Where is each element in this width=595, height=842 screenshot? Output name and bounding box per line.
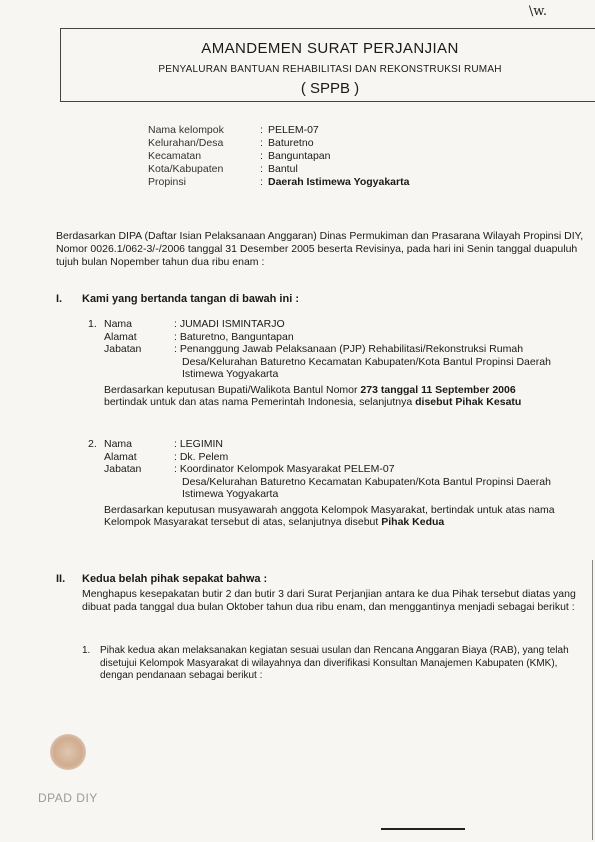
party-number: 1. — [88, 318, 97, 330]
field-label: Nama — [104, 318, 133, 330]
section-number: II. — [56, 573, 66, 585]
party-name: : JUMADI ISMINTARJO — [174, 318, 285, 330]
party-number: 2. — [88, 438, 97, 450]
section-title: Kedua belah pihak sepakat bahwa : — [82, 573, 268, 585]
info-value: Banguntapan — [268, 150, 331, 162]
party-1 — [88, 318, 595, 409]
field-label: Jabatan — [104, 343, 142, 355]
item-text: Pihak kedua akan melaksanakan kegiatan sesuai usulan dan Rencana Anggaran Biaya (RAB), yang telah disetujui Kelompok Masyarakat di wilayahnya dan diverifikasi Konsultan Manajemen Kabupaten (KMK), dengan pendanaan sebagai berikut : — [100, 645, 569, 681]
info-label: Nama kelompok — [148, 124, 224, 136]
page-number: \w. — [528, 4, 547, 19]
section-2-item-1 — [82, 645, 582, 683]
info-value: PELEM-07 — [268, 124, 319, 136]
info-value: Bantul — [268, 163, 298, 175]
field-label: Alamat — [104, 330, 137, 343]
info-value: Daerah Istimewa Yogyakarta — [268, 176, 410, 188]
party-position-continued: Desa/Kelurahan Baturetno Kecamatan Kabupaten/Kota Bantul Propinsi Daerah Istimewa Yogyakarta — [182, 475, 551, 500]
page-edge-line — [592, 560, 593, 840]
party-address: : Dk. Pelem — [174, 450, 229, 463]
item-number: 1. — [82, 645, 91, 656]
info-value: Baturetno — [268, 137, 314, 149]
intro-paragraph: Berdasarkan DIPA (Daftar Isian Pelaksanaan Anggaran) Dinas Permukiman dan Prasarana Wilayah Propinsi DIY, Nomor 0026.1/062-3/-/2006 tanggal 31 Desember 2005 beserta Revisinya, pada hari ini Senin tanggal duapuluh tujuh bulan Nopember tahun dua ribu enam : — [56, 230, 584, 268]
field-label: Alamat — [104, 450, 137, 463]
party-position-continued: Desa/Kelurahan Baturetno Kecamatan Kabupaten/Kota Bantul Propinsi Daerah Istimewa Yogyakarta — [182, 355, 551, 380]
info-row-kabupaten: Kota/Kabupaten : Bantul — [148, 163, 298, 175]
info-row-nama-kelompok: Nama kelompok : PELEM-07 — [148, 124, 319, 136]
info-row-propinsi: Propinsi : Daerah Istimewa Yogyakarta — [148, 176, 410, 188]
document-title: AMANDEMEN SURAT PERJANJIAN — [201, 40, 459, 57]
section-1-heading — [56, 293, 299, 305]
section-title: Kami yang bertanda tangan di bawah ini : — [82, 293, 299, 305]
party-address: : Baturetno, Banguntapan — [174, 330, 294, 343]
info-label: Kota/Kabupaten — [148, 163, 224, 175]
section-number: I. — [56, 293, 63, 305]
party-2-note: Berdasarkan keputusan musyawarah anggota Kelompok Masyarakat, bertindak untuk atas nama Kelompok Masyarakat tersebut di atas, selanjutnya disebut Pihak Kedua — [104, 503, 555, 528]
section-2-heading — [56, 573, 267, 585]
info-label: Kecamatan — [148, 150, 202, 162]
group-info — [148, 124, 409, 189]
party-2 — [88, 438, 595, 529]
info-row-kecamatan: Kecamatan : Banguntapan — [148, 150, 331, 162]
party-position: : Koordinator Kelompok Masyarakat PELEM-07 — [174, 463, 395, 475]
field-label: Nama — [104, 438, 133, 450]
watermark-text: DPAD DIY — [38, 791, 98, 805]
info-row-kelurahan: Kelurahan/Desa : Baturetno — [148, 137, 314, 149]
document-code: ( SPPB ) — [300, 80, 360, 97]
party-name: : LEGIMIN — [174, 438, 224, 450]
section-2-body: Menghapus kesepakatan butir 2 dan butir 3 dari Surat Perjanjian antara ke dua Pihak tersebut diatas yang dibuat pada tanggal dua bulan Oktober tahun dua ribu enam, dan menggantinya menjadi sebagai berikut : — [82, 588, 576, 613]
info-label: Propinsi — [148, 176, 186, 188]
party-position: : Penanggung Jawab Pelaksanaan (PJP) Rehabilitasi/Rekonstruksi Rumah — [174, 343, 524, 355]
stamp-seal — [50, 734, 86, 770]
party-1-note: Berdasarkan keputusan Bupati/Walikota Bantul Nomor 273 tanggal 11 September 2006 bertindak untuk dan atas nama Pemerintah Indonesia, selanjutnya disebut Pihak Kesatu — [104, 383, 522, 408]
info-label: Kelurahan/Desa — [148, 137, 224, 149]
document-subtitle: PENYALURAN BANTUAN REHABILITASI DAN REKONSTRUKSI RUMAH — [158, 64, 502, 75]
footer-rule — [381, 828, 465, 830]
field-label: Jabatan — [104, 463, 142, 475]
